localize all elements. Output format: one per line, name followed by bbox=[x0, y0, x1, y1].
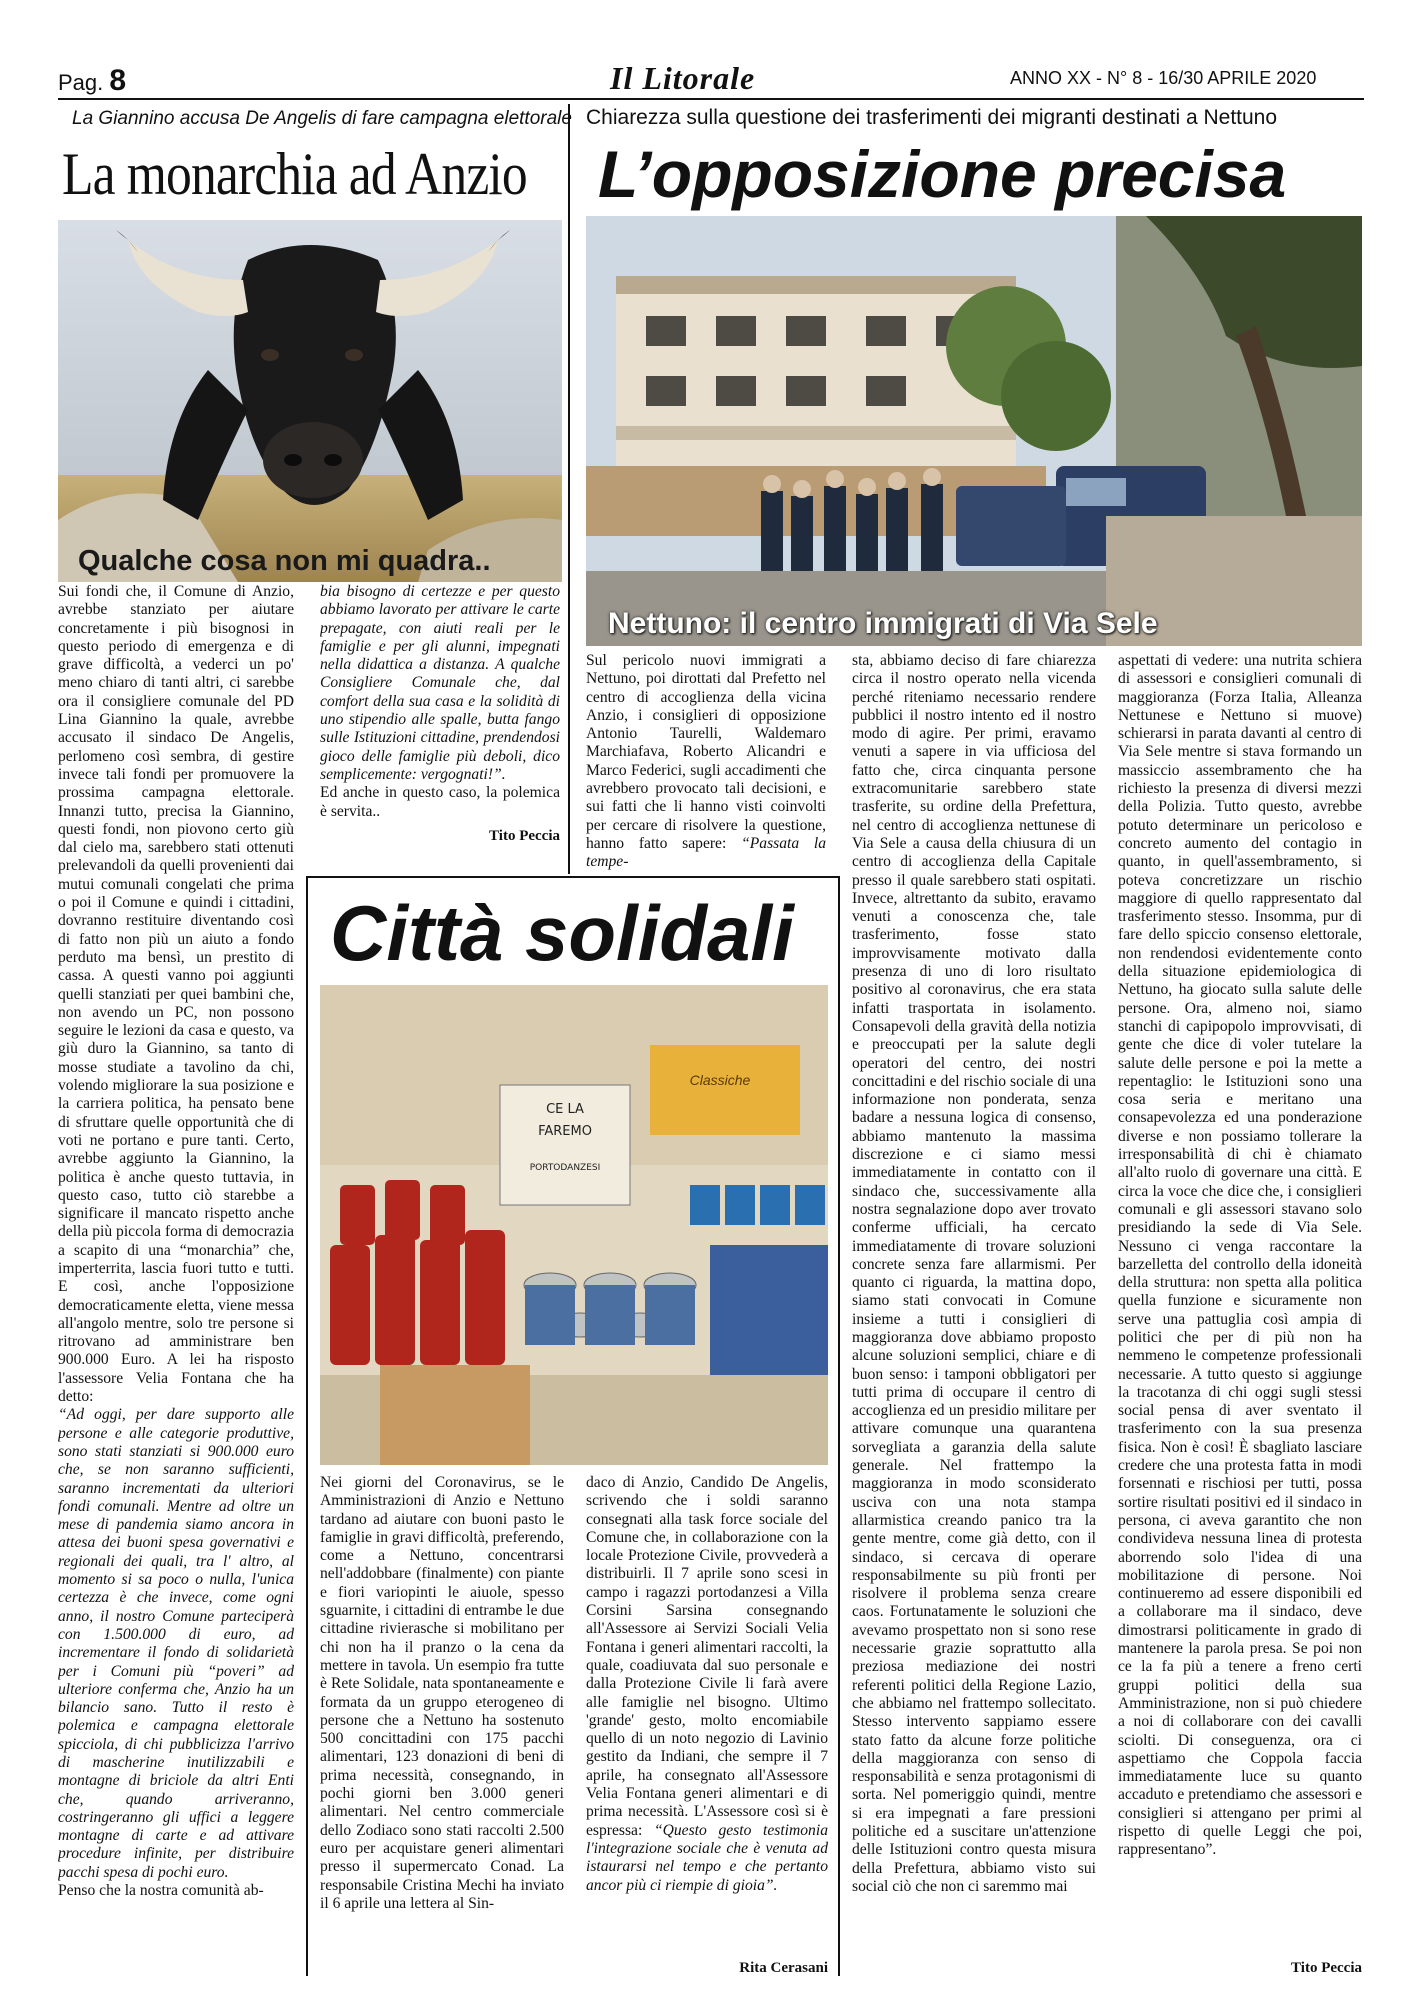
right-photo-caption: Nettuno: il centro immigrati di Via Sele bbox=[608, 607, 1158, 640]
center-author: Rita Cerasani bbox=[739, 1960, 828, 1976]
center-article-column-2 bbox=[586, 1474, 828, 1954]
column-divider bbox=[568, 104, 570, 874]
left-col1-text: Sui fondi che, il Comune di Anzio, avrebbe stanziato per aiutare concretamente i più bisognosi in questo periodo di emergenza e di grave difficoltà, a vederci un po' meno chiaro di tanti altri, ci sarebbe ora il consigliere comunale del PD Lina Giannino la quale, avrebbe accusato il sindaco De Angelis, perlomeno così sembra, di gestire invece tali fondi per promuovere la prossima campagna elettorale. Innanzi tutto, precisa la Giannino, questi fondi, non piovono certo giù dal cielo ma, sarebbero stati ottenuti prelevandoli da quelli provenienti dai mutui comunali congelati che prima o poi il Comune e quindi i cittadini, dovranno restituire diventando così di fatto non più un aiuto a fondo perduto ma bensì, un prestito di cassa. A questi vanno poi aggiunti quelli stanziati per quei bambini che, non avendo un PC, non possono seguire le lezioni da casa e questo, va giù duro la Giannino, sa tanto di mosse studiate a tavolino da chi, volendo migliorare la sua posizione e la carriera politica, ha pensato bene di sfruttare quelle opportunità che di voti ne portano e pure tanti. Certo, avrebbe aggiunto la Giannino, la politica è anche questo tuttavia, in questo caso, tutto ciò starebbe a significare il mancato rispetto anche della più piccola forma di democrazia a scapito di una “monarchia” che, imperterrita, lascia fuori tutto e tutti. E così, anche l'opposizione democraticamente eletta, viene messa all'angolo mentre, solo tre persone si ritrovano ad amministrare ben 900.000 Euro. A lei ha risposto l'assessore Velia Fontana che ha detto: bbox=[58, 583, 294, 1406]
sign-line-2: FAREMO bbox=[538, 1124, 592, 1139]
center-article-column-1 bbox=[320, 1474, 564, 1976]
right-author: Tito Peccia bbox=[1291, 1960, 1362, 1976]
center-col1-text: Nei giorni del Coronavirus, se le Amministrazioni di Anzio e Nettuno tardano ad aiutare con buoni pasto le famiglie in gravi difficoltà, preferendo, come a Nettuno, concentrarsi nell'addobbare (finalmente) con piante e fiori variopinti le aiuole, spesso sguarnite, i cittadini di entrambe le due cittadine rivierasche si mobilitano per chi non ha il pranzo o la cena da mettere in tavola. Un esempio fra tutte è Rete Solidale, nata spontaneamente e formata da un gruppo eterogeneo di persone che a Nettuno ha sostenuto 500 concittadini con 175 pacchi alimentari, 123 donazioni di beni di prima necessità, consegnando, in pochi giorni ben 3.000 generi alimentari. Nel centro commerciale dello Zodiaco sono stati raccolti 2.500 euro per acquistare generi alimentari presso il supermercato Conad. La responsabile Cristina Mechi ha inviato il 6 aprile una lettera al Sin- bbox=[320, 1474, 564, 1912]
left-col2-end: Ed anche in questo caso, la polemica è servita.. bbox=[320, 784, 560, 820]
left-headline: La monarchia ad Anzio bbox=[62, 141, 527, 207]
right-article-column-3 bbox=[1118, 652, 1362, 1952]
bull-illustration bbox=[58, 220, 562, 582]
left-kicker: La Giannino accusa De Angelis di fare campagna elettorale bbox=[72, 108, 572, 129]
right-col2-text: sta, abbiamo deciso di fare chiarezza circa il nostro operato nella vicenda perché riteniamo necessario rendere pubblici il nostro intento ed il nostro modo di agire. Per primi, eravamo venuti a sapere in via ufficiosa del fatto che, circa cinquanta persone extracomunitarie sarebbero state trasferite, su ordine della Prefettura, nel centro di accoglienza nettunese di Via Sele a causa della chiusura di un centro di accoglienza della Capitale presso il quale sarebbero stati ospitati. Invece, altrettanto da subito, eravamo venuti a conoscenza che, tale trasferimento, fosse stato improvvisamente motivato dalla presenza di uno di loro risultato positivo al coronavirus, che era stata infatti trasportata in isolamento. Consapevoli della gravità della notizia e preoccupati per la salute degli operatori del centro, dei nostri concittadini e del rischio sociale di una informazione non ponderata, senza badare a nessuna logica di consenso, abbiamo mantenuto la massima discrezione e ci siamo messi immediatamente in contatto con il sindaco che, successivamente alla nostra segnalazione dopo aver trovato conferme ufficiali, ha cercato immediatamente di trovare soluzioni concrete senza fare allarmismi. Per quanto ci riguarda, la mattina dopo, siamo stati convocati in Comune insieme a tutti i consiglieri di maggioranza dove abbiamo proposto alcune soluzioni semplici, chiare e di buon senso: i tamponi obbligatori per tutti prima di occupare il centro di accoglienza ed un presidio militare per attivare comunque una quarantena sorvegliata a garanzia della salute generale. Nel frattempo la maggioranza in modo sconsiderato usciva con una nota stampa allarmistica creando panico tra la gente mentre, come già detto, con il sindaco, si cercava di operare responsabilmente su più fronti per risolvere il problema senza creare caos. Fortunatamente le soluzioni che avevamo prospettato non si sono rese necessarie grazie soprattutto alla preziosa mediazione dei nostri referenti politici della Regione Lazio, che abbiamo nel frattempo sollecitato. Stesso intervento sappiamo essere stato fatto da alcune forze politiche della maggioranza con senso di responsabilità e senza protagonismi di sorta. Nel pomeriggio quindi, mentre si era impegnati a fare pressioni politiche ed a suscitare un'attenzione delle Istituzioni contro questa misura della Prefettura, abbiamo visto sui social ciò che non ci saremmo mai bbox=[852, 652, 1096, 1895]
left-article-column-2 bbox=[320, 583, 560, 873]
sign-line-3: PORTODANZESI bbox=[529, 1163, 601, 1173]
left-photo-caption: Qualche cosa non mi quadra.. bbox=[78, 545, 491, 577]
newspaper-logo: Il Litorale bbox=[610, 60, 756, 96]
food-illustration bbox=[320, 985, 828, 1465]
issue-info: ANNO XX - N° 8 - 16/30 APRILE 2020 bbox=[1010, 68, 1317, 88]
center-col2-quote: “Questo gesto testimonia l'integrazione sociale che è venuta ad istaurarsi nel tempo e che pertanto ancor più ci riempie di gioia”. bbox=[586, 1821, 828, 1894]
left-col1-quote: “Ad oggi, per dare supporto alle persone e alle categorie produttive, sono stati stanziati si 900.000 euro che, se non saranno sufficienti, saranno incrementati da ulteriori fondi comunali. Mentre ad oltre un mese di pandemia siamo ancora in attesa dei buoni spesa governativi e regionali dei quali, tra l' altro, al momento si sa poco o nulla, l'unica certezza è che invece, come ogni anno, il nostro Comune parteciperà con 1.500.000 di euro, ad incrementare il fondo di solidarietà per i Comuni più “poveri” ad ulteriore conferma che, Anzio ha un bilancio sano. Tutto il resto è polemica e campagna elettorale spicciola, di chi pubblicizza l'arrivo di mascherine inutilizzabili e montagne di briciole da altri Enti che, quando arriveranno, costringeranno gli uffici a leggere montagne di carte e ad attivare procedure infinite, per distribuire pacchi spesa di pochi euro. bbox=[58, 1406, 294, 1881]
center-col2-text: daco di Anzio, Candido De Angelis, scrivendo che i soldi saranno consegnati alla task force sociale del Comune che, in collaborazione con la locale Protezione Civile, provvederà a distribuirli. Il 7 aprile sono scesi in campo i ragazzi portodanzesi a Villa Corsini Sarsina consegnando all'Assessore ai Servizi Sociali Velia Fontana i generi alimentari raccolti, la quale, coadiuvata dal suo personale e dalla Protezione Civile li farà avere alle famiglie nel bisogno. Ultimo 'grande' gesto, molto encomiabile quello di un noto negozio di Lavinio gestito da Indiani, che sempre il 7 aprile, ha consegnato all'Assessore Velia Fontana generi alimentari e di prima necessità. L'Assessore così si è espressa: “Questo gesto testimonia l'integrazione sociale che è venuta ad istaurarsi nel tempo e che pertanto ancor più ci riempie di gioia”. bbox=[586, 1474, 828, 1894]
food-photo bbox=[320, 985, 828, 1465]
right-col1-text: Sul pericolo nuovi immigrati a Nettuno, poi dirottati dal Prefetto nel centro di accoglienza della vicina Anzio, i consiglieri di opposizione Antonio Taurelli, Waldemaro Marchiafava, Roberto Alicandri e Marco Federici, sugli accadimenti che avrebbero provocato tali decisioni, e sui fatti che li hanno visti coinvolti per cercare di risolvere la questione, hanno fatto sapere: “Passata la tempe- bbox=[586, 652, 826, 871]
right-article-column-2 bbox=[852, 652, 1096, 1977]
nettuno-illustration bbox=[586, 216, 1362, 646]
right-article-column-1 bbox=[586, 652, 826, 874]
right-col3-text: aspettati di vedere: una nutrita schiera di assessori e consiglieri comunali di maggioranza (Forza Italia, Alleanza Nettunese e Nettuno si muove) schierarsi in parata davanti al centro di Via Sele mentre si stava formando un massiccio assembramento che ha richiesto la presenza di diversi mezzi della Polizia. Tutto questo, avrebbe potuto determinare un pericoloso e concreto aumento del contagio in quanto, in quell'assembramento, si poteva concretizzare un rischio maggiore di quello rappresentato dal trasferimento stesso. Insomma, pur di fare dello spiccio consenso elettorale, non rendendosi evidentemente conto della situazione epidemiologica di Nettuno, ha giocato sulla salute delle persone. Ora, almeno noi, siamo stanchi di capipopolo improvvisati, di gente che dice di voler tutelare la salute delle persone e poi la mette a repentaglio: le Istituzioni sono una cosa seria e meritano una consapevolezza ed una ponderazione diverse e non possiamo tollerare la irresponsabilità di chi è chiamato all'alto ruolo di governare una città. E circa la voce che dice che, i consiglieri comunali e gli assessori stavano solo presidiando la sede di Via Sele. Nessuno ci venga raccontare la barzelletta del controllo della idoneità della struttura: non spetta alla politica quella funzione e sicuramente non serve una pattuglia così ampia di politici che per di più non ha nemmeno le competenze professionali necessarie. A tutto questo si aggiunge la tracotanza di chi oggi sugli stessi social pensa di aver sventato il trasferimento con la sua presenza fisica. Non è così! È sbagliato lasciare credere che una protesta fatta in modi forsennati e rischiosi per tutti, possa sortire risultati positivi ed il sindaco in persona, ci aveva garantito che non condivideva nessuna linea di protesta aborrendo solo l'idea di una mobilitazione di persone. Noi continueremo ad essere disponibili ed a collaborare ma il sindaco, deve dimostrarsi politicamente in grado di mantenere la parola presa. Se poi non ce la fa più a tenere a freno certi gruppi politici della sua Amministrazione, non si può chiedere a noi di collaborare con dei cavalli sciolti. Di conseguenza, ora ci aspettiamo che Coppola faccia immediatamente luce su quanto accaduto e pretendiamo che assessori e consiglieri si attengano per primi al rispetto di quelle Leggi che poi, rappresentano”. bbox=[1118, 652, 1362, 1859]
center-box-right-rule bbox=[838, 876, 840, 1976]
center-box-top-rule bbox=[308, 876, 840, 878]
center-headline: Città solidali bbox=[330, 889, 794, 977]
left-col2-quote: bia bisogno di certezze e per questo abbiamo lavorato per attivare le carte prepagate, con aiuti reali per le famiglie e per gli alunni, impegnati nella didattica a distanza. A qualche Consigliere Comunale che, dal comfort della sua casa e la solidità di uno stipendio alle spalle, butta fango sulle Istituzioni cittadine, prendendosi gioco delle famiglie più deboli, dico semplicemente: vergognati!”. bbox=[320, 583, 560, 783]
sign-line-1: CE LA bbox=[546, 1102, 584, 1117]
nettuno-photo bbox=[586, 216, 1362, 646]
left-article-column-1 bbox=[58, 583, 294, 1975]
right-col1-quote: “Passata la tempe- bbox=[586, 834, 826, 871]
center-box-left-rule bbox=[306, 876, 308, 1976]
left-author: Tito Peccia bbox=[489, 827, 560, 844]
pasta-box-label: Classiche bbox=[689, 1072, 751, 1088]
right-kicker: Chiarezza sulla questione dei trasferimenti dei migranti destinati a Nettuno bbox=[586, 106, 1278, 129]
bull-photo bbox=[58, 220, 562, 582]
left-col1-end: Penso che la nostra comunità ab- bbox=[58, 1882, 264, 1900]
header-rule bbox=[58, 98, 1364, 100]
page-label: Pag. 8 bbox=[58, 64, 127, 97]
page-number: 8 bbox=[109, 64, 127, 97]
right-headline: L’opposizione precisa bbox=[598, 137, 1287, 211]
